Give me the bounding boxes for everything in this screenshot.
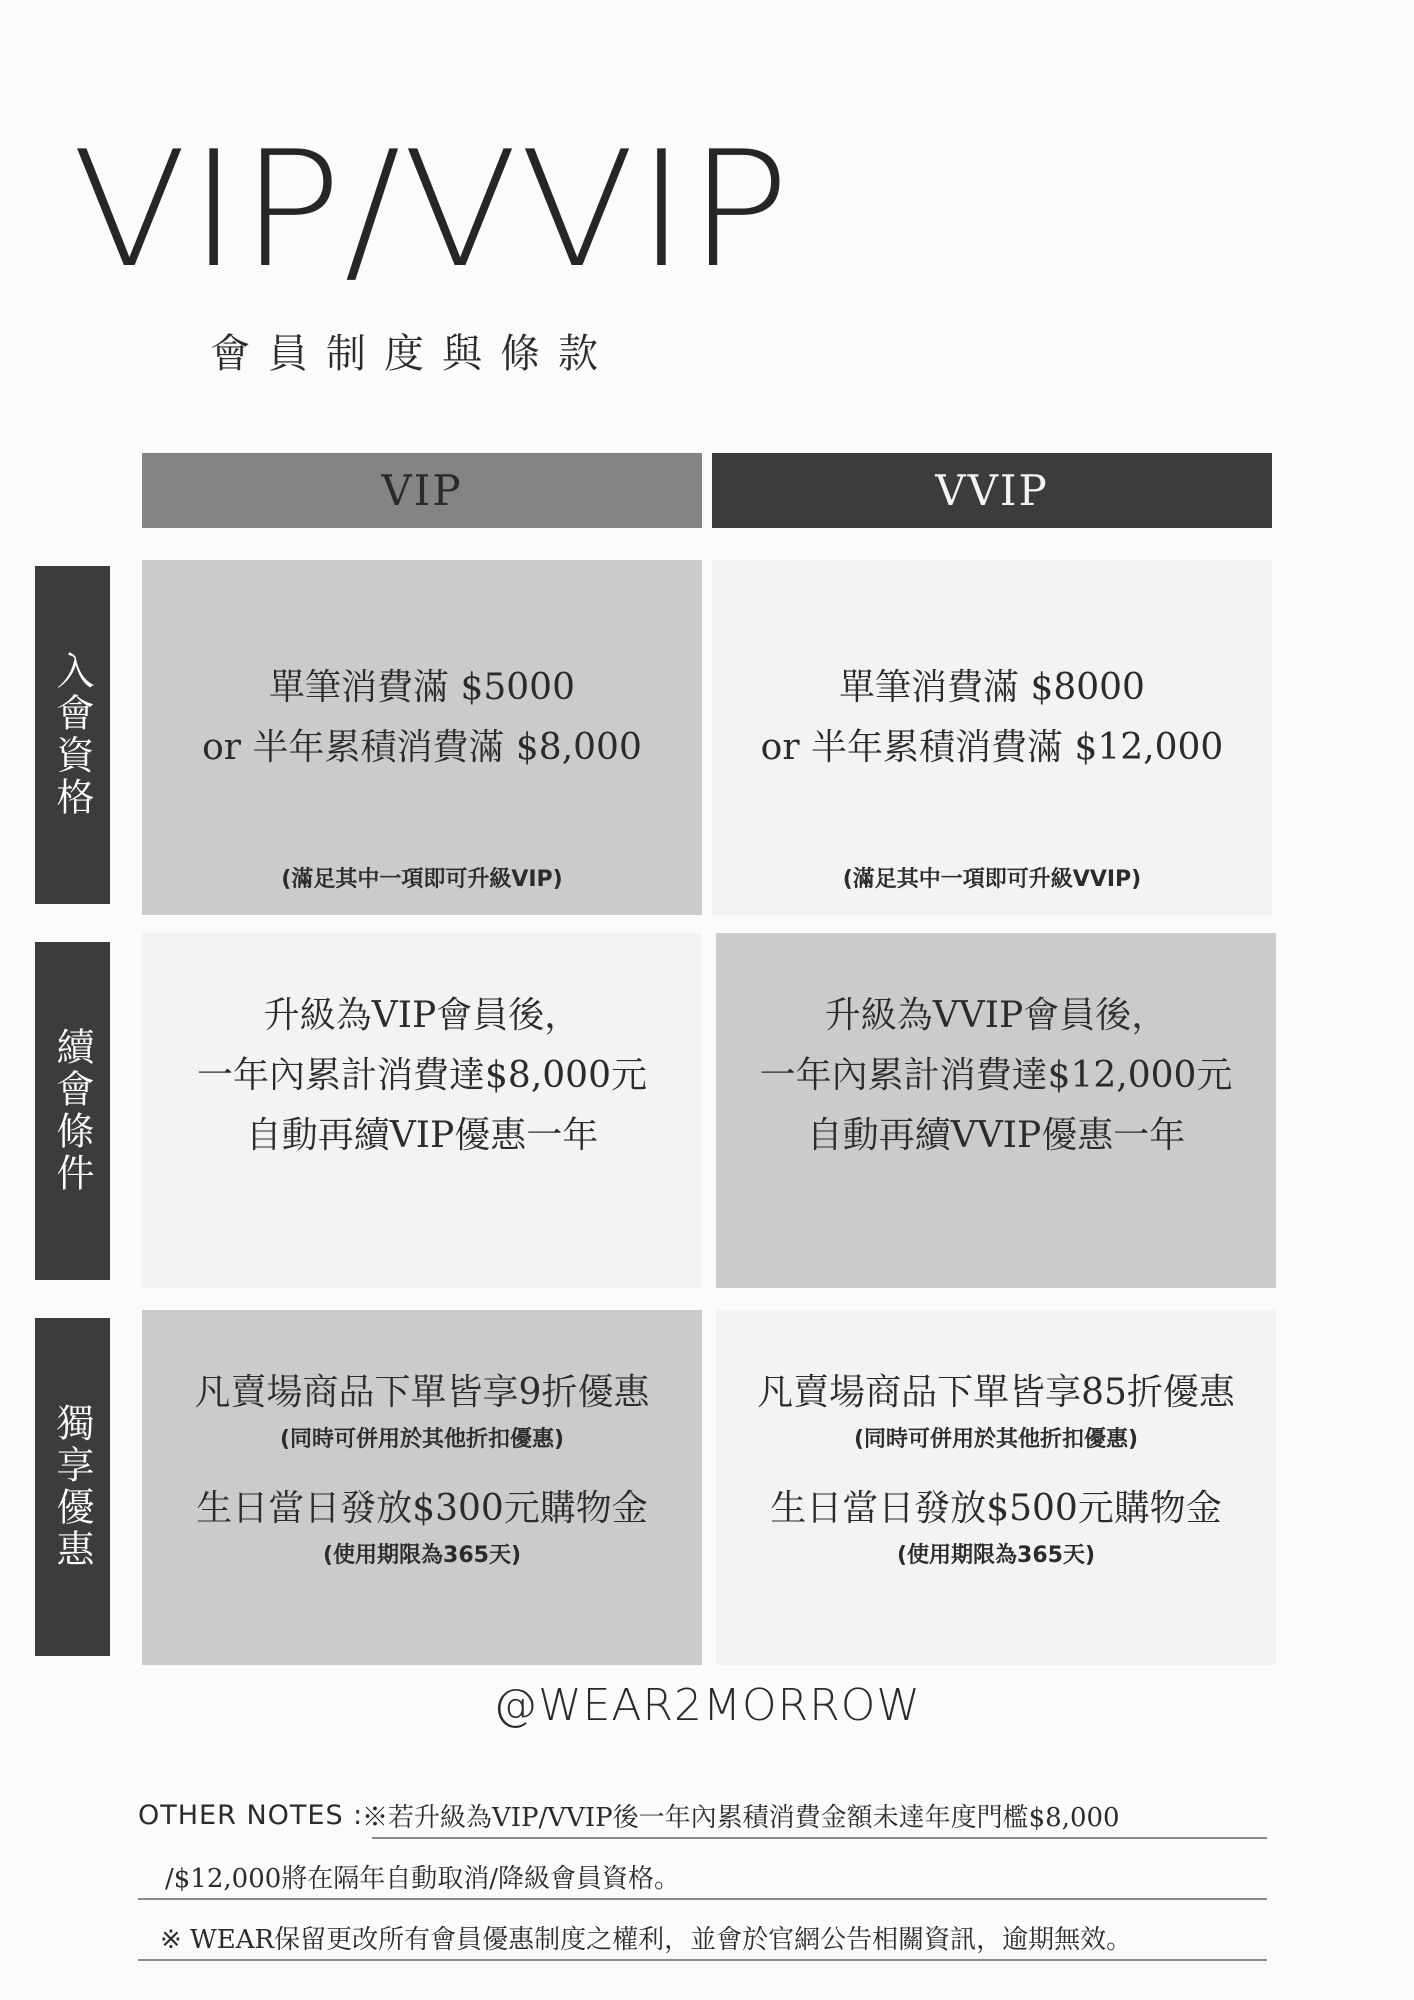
cell-vip-renewal [142,933,702,1288]
note-line-1: ※若升級為VIP/VVIP後一年內累積消費金額未達年度門檻$8,000 [362,1803,1120,1833]
page-subtitle: 會員制度與條款 [210,331,616,377]
cell-text: 單筆消費滿 $5000 [269,666,575,708]
column-header-vip: VIP [142,453,702,528]
note-divider [138,1898,1267,1900]
cell-note: (同時可併用於其他折扣優惠) [853,1426,1139,1452]
cell-text: 生日當日發放$500元購物金 [770,1487,1222,1529]
page-title: VIP/VVIP [72,116,792,303]
column-header-vvip: VVIP [712,453,1272,528]
cell-vip-qualification [142,560,702,915]
cell-note: (使用期限為365天) [322,1542,522,1568]
cell-vvip-qualification [712,560,1272,915]
note-line-2: /$12,000將在隔年自動取消/降級會員資格。 [165,1864,681,1894]
cell-text: 生日當日發放$300元購物金 [196,1487,648,1529]
cell-vip-offers [142,1310,702,1665]
cell-vvip-renewal [716,933,1276,1288]
brand-handle: @WEAR2MORROW [493,1680,921,1731]
cell-note: (使用期限為365天) [896,1542,1096,1568]
cell-text: 一年內累計消費達$12,000元 [759,1054,1233,1096]
cell-note: (滿足其中一項即可升級VIP) [281,867,563,892]
cell-text: or 半年累積消費滿 $12,000 [760,726,1224,768]
cell-text: 升級為VVIP會員後， [824,994,1168,1036]
cell-text: 自動再續VVIP優惠一年 [806,1114,1186,1156]
cell-note: (同時可併用於其他折扣優惠) [279,1426,565,1452]
row-label-membership-qualification: 入會資格 [35,566,110,904]
note-line-3: ※ WEAR保留更改所有會員優惠制度之權利，並會於官網公告相關資訊，逾期無效。 [160,1925,1133,1955]
row-label-exclusive-offers: 獨享優惠 [35,1318,110,1656]
cell-vvip-offers [716,1310,1276,1665]
note-divider [372,1837,1267,1839]
cell-text: 凡賣場商品下單皆享9折優惠 [194,1371,650,1413]
cell-text: or 半年累積消費滿 $8,000 [202,726,642,768]
cell-text: 升級為VIP會員後， [263,994,581,1036]
row-label-renewal-conditions: 續會條件 [35,942,110,1280]
notes-label: OTHER NOTES : [138,1800,364,1831]
cell-text: 一年內累計消費達$8,000元 [197,1054,647,1096]
cell-text: 單筆消費滿 $8000 [839,666,1145,708]
cell-note: (滿足其中一項即可升級VVIP) [842,867,1142,892]
cell-text: 自動再續VIP優惠一年 [245,1114,599,1156]
note-divider [138,1959,1267,1961]
cell-text: 凡賣場商品下單皆享85折優惠 [757,1371,1235,1413]
